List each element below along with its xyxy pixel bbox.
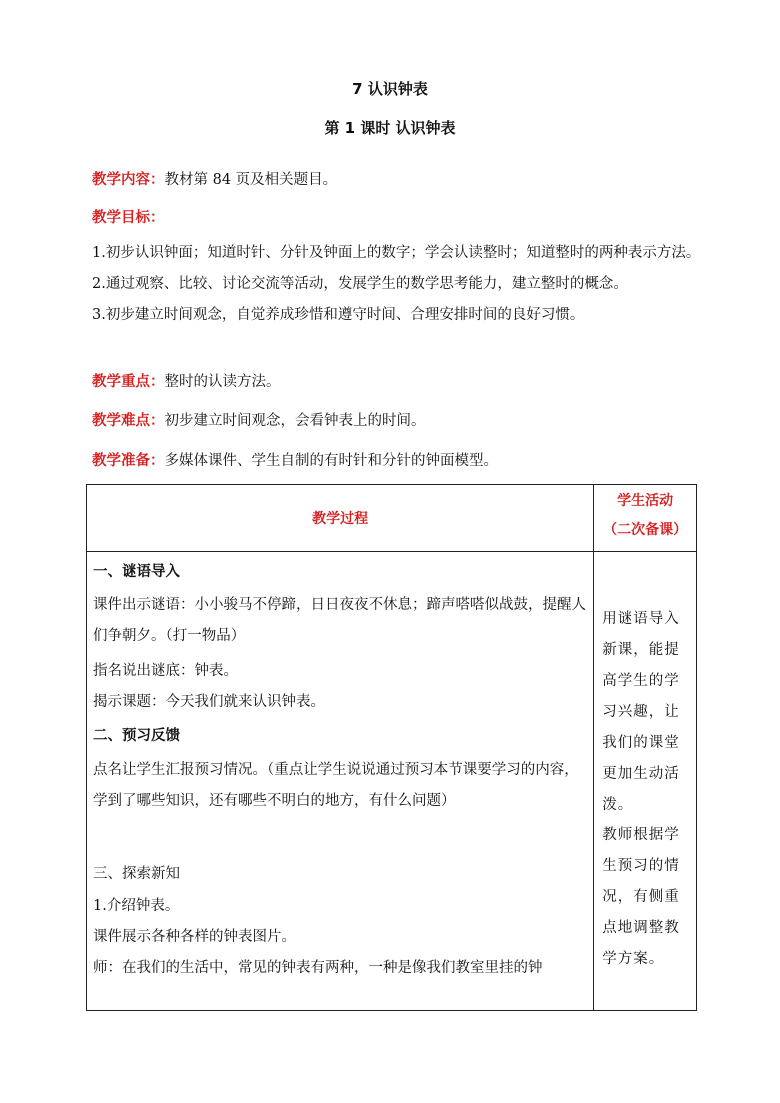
section1-answer: 指名说出谜底：钟表。 xyxy=(93,663,238,679)
prep-text: 多媒体课件、学生自制的有时针和分针的钟面模型。 xyxy=(164,453,498,469)
section3-line1: 1.介绍钟表。 xyxy=(93,898,180,914)
activity-header-line2: （二次备课） xyxy=(603,522,688,538)
goals-list xyxy=(92,238,704,331)
key-row xyxy=(92,372,702,392)
prep-label: 教学准备： xyxy=(92,453,165,469)
section2-title: 二、预习反馈 xyxy=(93,728,180,744)
lesson-title: 第 1 课时 认识钟表 xyxy=(324,119,456,137)
section2-text: 点名让学生汇报预习情况。（重点让学生说说通过预习本节课要学习的内容，学到了哪些知识，还有哪些不明白的地方，有什么问题） xyxy=(93,762,579,809)
difficulty-label: 教学难点： xyxy=(92,413,165,429)
activity-cell xyxy=(594,552,697,1011)
goal-item: 1.初步认识钟面；知道时针、分针及钟面上的数字；学会认读整时；知道整时的两种表示方法。 xyxy=(92,245,701,261)
section1-riddle: 课件出示谜语：小小骏马不停蹄，日日夜夜不休息；蹄声嗒嗒似战鼓，提醒人们争朝夕。（打一物品） xyxy=(93,597,586,644)
goals-label: 教学目标： xyxy=(92,210,165,226)
goals-row xyxy=(92,208,702,228)
prep-row xyxy=(92,451,702,471)
lesson-table xyxy=(86,484,697,1011)
unit-title: 7 认识钟表 xyxy=(352,80,428,98)
goal-item: 3.初步建立时间观念，自觉养成珍惜和遵守时间、合理安排时间的良好习惯。 xyxy=(92,307,585,323)
activity-header-line1: 学生活动 xyxy=(617,493,674,509)
side-note-1: 用谜语导入新课，能提高学生的学习兴趣，让我们的课堂更加生动活泼。 xyxy=(602,611,680,813)
content-label: 教学内容： xyxy=(92,172,165,188)
section1-topic: 揭示课题：今天我们就来认识钟表。 xyxy=(93,694,325,710)
content-row xyxy=(92,170,702,190)
section3-line2: 课件展示各种各样的钟表图片。 xyxy=(93,929,296,945)
table-header-row xyxy=(87,485,697,552)
section3-line3: 师：在我们的生活中，常见的钟表有两种，一种是像我们教室里挂的钟 xyxy=(93,960,543,976)
goal-item: 2.通过观察、比较、讨论交流等活动，发展学生的数学思考能力，建立整时的概念。 xyxy=(92,276,628,292)
difficulty-text: 初步建立时间观念，会看钟表上的时间。 xyxy=(164,413,426,429)
content-text: 教材第 84 页及相关题目。 xyxy=(164,172,338,188)
key-text: 整时的认读方法。 xyxy=(164,374,281,390)
section3-title: 三、探索新知 xyxy=(93,866,180,882)
difficulty-row xyxy=(92,411,702,431)
process-cell xyxy=(87,552,594,1011)
activity-header xyxy=(594,485,697,552)
table-body-row xyxy=(87,552,697,1011)
process-header: 教学过程 xyxy=(87,485,594,552)
key-label: 教学重点： xyxy=(92,374,165,390)
side-note-2: 教师根据学生预习的情况，有侧重点地调整教学方案。 xyxy=(602,827,680,967)
section1-title: 一、谜语导入 xyxy=(93,564,180,580)
